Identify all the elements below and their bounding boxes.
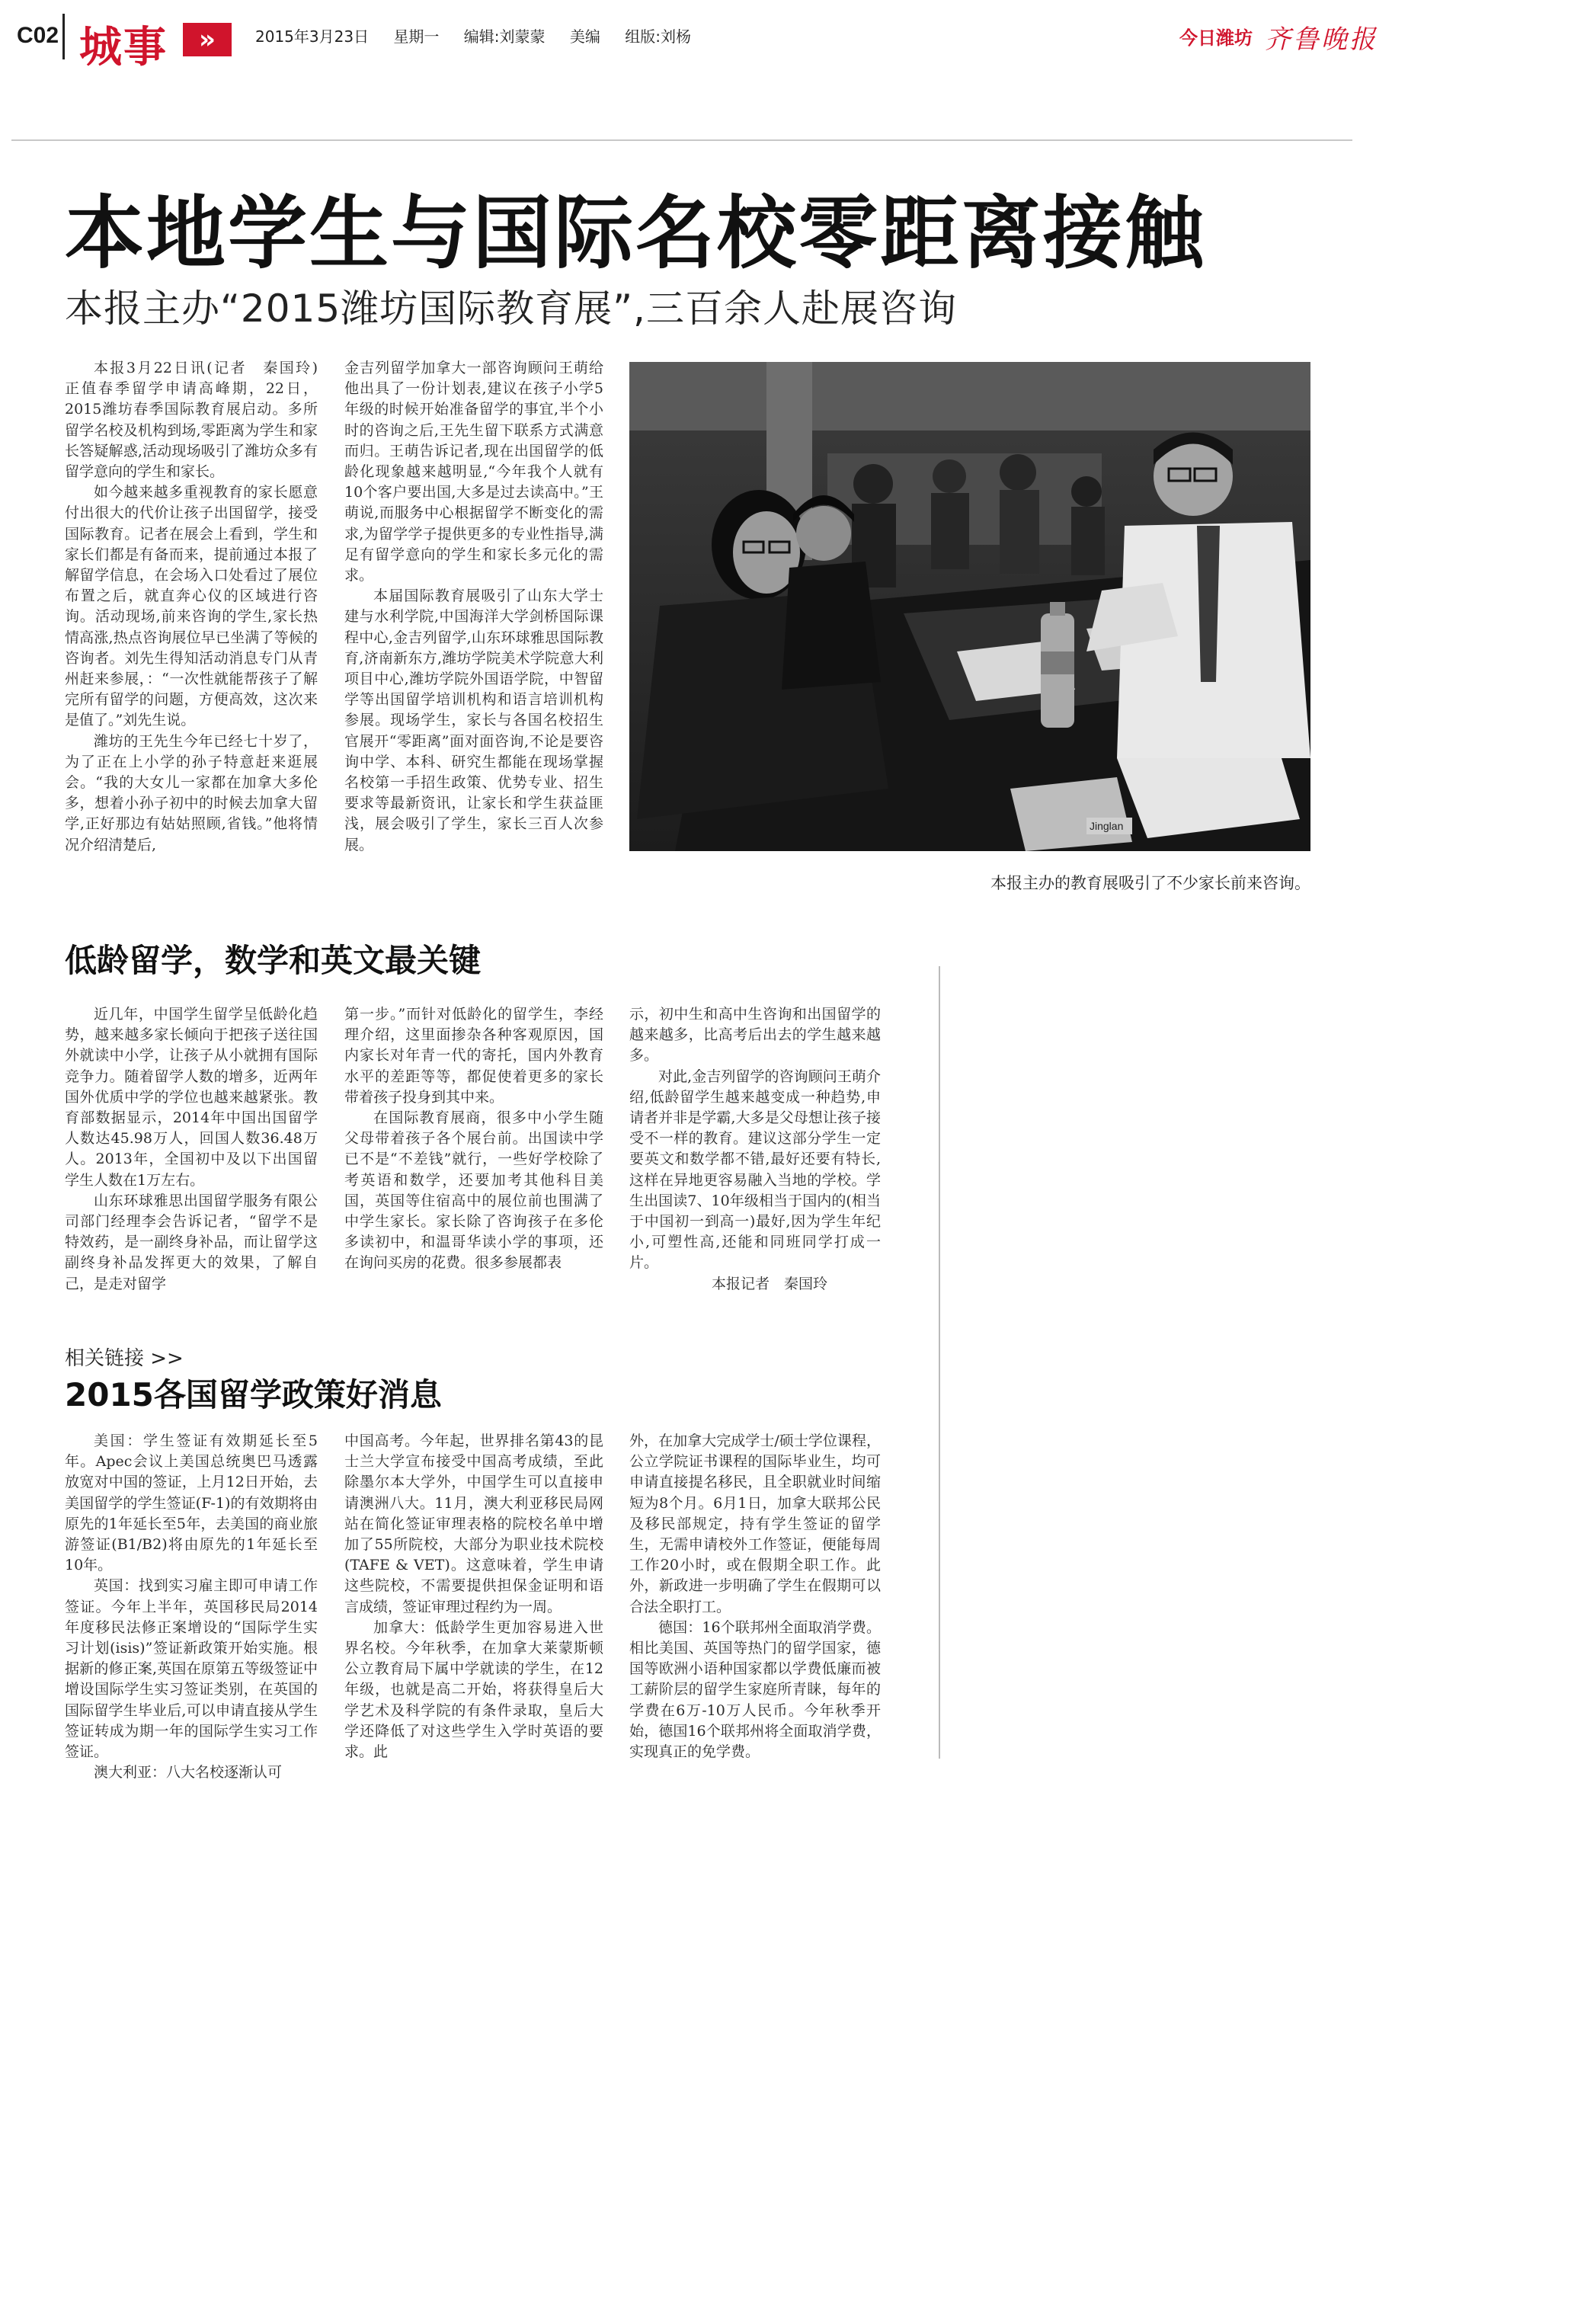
newspaper-logo: 齐鲁晚报 — [1265, 24, 1378, 55]
column-divider — [939, 966, 940, 1759]
related-links-label: 相关链接 >> — [65, 1347, 184, 1370]
editor-credit: 编辑:刘蒙蒙 — [463, 27, 546, 46]
section2-column-1 — [65, 1004, 318, 1295]
related-title: 2015各国留学政策好消息 — [65, 1376, 442, 1413]
section2-paragraph: 对此,金吉列留学的咨询顾问王萌介绍,低龄留学生越来越变成一种趋势,申请者并非是学霸,大多是父母想让孩子接受不一样的教育。建议这部分学生一定要英文和数学都不错,最好还要有特长,这样在异地更容易融入当地的学校。学生出国读7、10年级相当于国内的(相当于中国初一到高一)最好,因为学生年纪小,可塑性高,还能和同班同学打成一片。 — [629, 1068, 881, 1272]
design-credit: 美编 — [569, 27, 600, 46]
section-arrow-icon: » — [183, 23, 232, 56]
section2-paragraph: 山东环球雅思出国留学服务有限公司部门经理李会告诉记者，“留学不是特效药，是一副终身补品，而让留学这副终身补品发挥更大的效果，了解自己，是走对留学 — [65, 1192, 318, 1292]
issue-date: 2015年3月23日 — [255, 27, 370, 46]
section2-column-3 — [629, 1004, 881, 1295]
section2-column-2 — [344, 1004, 603, 1274]
section2-paragraph: 近几年，中国学生留学呈低龄化趋势，越来越多家长倾向于把孩子送往国外就读中小学，让孩子从小就拥有国际竞争力。随着留学人数的增多，近两年国外优质中学的学位也越来越紧张。教育部数据显示，2014年中国出国留学人数达45.98万人，回国人数36.48万人。2013年，全国初中及以下出国留学生人数在1万左右。 — [65, 1006, 318, 1189]
page-number: C02 — [17, 23, 59, 48]
brand-local: 今日潍坊 — [1179, 27, 1253, 49]
bottle-brand-text: Jinglan — [1090, 820, 1124, 832]
event-photo — [629, 362, 1310, 851]
section2-title: 低龄留学，数学和英文最关键 — [65, 942, 482, 979]
header-meta — [255, 24, 711, 46]
related-column-2 — [344, 1431, 603, 1762]
photo-caption: 本报主办的教育展吸引了不少家长前来咨询。 — [990, 874, 1310, 892]
issue-weekday: 星期一 — [393, 27, 440, 46]
related-column-3 — [629, 1431, 881, 1762]
section2-signature: 本报记者 秦国玲 — [711, 1275, 827, 1292]
header-divider — [62, 14, 65, 59]
related-column-1 — [65, 1431, 318, 1783]
article-paragraph: 如今越来越多重视教育的家长愿意付出很大的代价让孩子出国留学，接受国际教育。记者在展会上看到，学生和家长们都是有备而来，提前通过本报了解留学信息，在会场入口处看过了展位布置之后，就直奔心仪的区域进行咨询。活动现场,前来咨询的学生,家长热情高涨,热点咨询展位早已坐满了等候的咨询者。刘先生得知活动消息专门从青州赶来参展，：“一次性就能帮孩子了解完所有留学的问题，方便高效，这次来是值了。”刘先生说。 — [65, 484, 318, 729]
related-paragraph: 美国：学生签证有效期延长至5年。Apec会议上美国总统奥巴马透露放宽对中国的签证，上月12日开始，去美国留学的学生签证(F-1)的有效期将由原先的1年延长至5年，去美国的商业旅游签证(B1/B2)将由原先的1年延长至10年。 — [65, 1432, 318, 1574]
article-headline: 本地学生与国际名校零距离接触 — [65, 187, 1207, 280]
article-column-2 — [344, 358, 603, 856]
related-paragraph: 外，在加拿大完成学士/硕士学位课程，公立学院证书课程的国际毕业生，均可申请直接提名移民，且全职就业时间缩短为8个月。6月1日，加拿大联邦公民及移民部规定，持有学生签证的留学生，无需申请校外工作签证，便能每周工作20小时，或在假期全职工作。此外，新政进一步明确了学生在假期可以合法全职打工。 — [629, 1432, 881, 1615]
section2-paragraph: 示，初中生和高中生咨询和出国留学的越来越多，比高考后出去的学生越来越多。 — [629, 1006, 881, 1064]
section-name: 城事 — [79, 22, 168, 72]
related-paragraph: 澳大利亚：八大名校逐渐认可 — [94, 1764, 283, 1781]
layout-credit: 组版:刘杨 — [625, 27, 692, 46]
section2-paragraph: 第一步。”而针对低龄化的留学生，李经理介绍，这里面掺杂各种客观原因，国内家长对年青一代的寄托，国内外教育水平的差距等等，都促使着更多的家长带着孩子投身到其中来。 — [344, 1006, 603, 1106]
event-photo-drawing — [629, 362, 1310, 851]
related-paragraph: 德国：16个联邦州全面取消学费。相比美国、英国等热门的留学国家，德国等欧洲小语种国家都以学费低廉而被工薪阶层的留学生家庭所青睐，每年的学费在6万-10万人民币。今年秋季开始，德国16个联邦州将全面取消学费，实现真正的免学费。 — [629, 1618, 881, 1761]
article-paragraph: 本届国际教育展吸引了山东大学士建与水利学院,中国海洋大学剑桥国际课程中心,金吉列留学,山东环球雅思国际教育,济南新东方,潍坊学院美术学院意大利项目中心,潍坊学院外国语学院，中智留学等出国留学培训机构和语言培训机构参展。现场学生，家长与各国名校招生官展开“零距离”面对面咨询,不论是要咨询中学、本科、研究生都能在现场掌握名校第一手招生政策、优势专业、招生要求等最新资讯，让家长和学生获益匪浅，展会吸引了学生，家长三百人次参展。 — [344, 587, 603, 853]
article-paragraph: 潍坊的王先生今年已经七十岁了，为了正在上小学的孙子特意赶来逛展会。“我的大女儿一家都在加拿大多伦多，想着小孙子初中的时候去加拿大留学,正好那边有姑姑照顾,省钱。”他将情况介绍清楚后, — [65, 732, 318, 853]
article-subheadline: 本报主办“2015潍坊国际教育展”,三百余人赴展咨询 — [65, 286, 957, 331]
article-paragraph: 金吉列留学加拿大一部咨询顾问王萌给他出具了一份计划表,建议在孩子小学5年级的时候开始准备留学的事宜,半个小时的咨询之后,王先生留下联系方式满意而归。王萌告诉记者,现在出国留学的低龄化现象越来越明显,“今年我个人就有10个客户要出国,大多是过去读高中。”王萌说,而服务中心根据留学不断变化的需求,为留学学子提供更多的专业性指导,满足有留学意向的学生和家长多元化的需求。 — [344, 360, 603, 584]
article-paragraph: 本报3月22日讯(记者 秦国玲) 正值春季留学申请高峰期，22日，2015潍坊春季国际教育展启动。多所留学名校及机构到场,零距离为学生和家长答疑解惑,活动现场吸引了潍坊众多有留学意向的学生和家长。 — [65, 360, 333, 481]
related-paragraph: 中国高考。今年起，世界排名第43的昆士兰大学宣布接受中国高考成绩，至此除墨尔本大学外，中国学生可以直接申请澳洲八大。11月，澳大利亚移民局网站在简化签证审理表格的院校名单中增加了55所院校，大部分为职业技术院校(TAFE & VET)。这意味着，学生申请这些院校，不需要提供担保金证明和语言成绩，签证审理过程约为一周。 — [344, 1432, 603, 1615]
related-paragraph: 英国：找到实习雇主即可申请工作签证。今年上半年，英国移民局2014年度移民法修正案增设的“国际学生实习计划(isis)”签证新政策开始实施。根据新的修正案,英国在原第五等级签证中增设国际学生实习签证类别，在英国的国际留学生毕业后,可以申请直接从学生签证转成为期一年的国际学生实习工作签证。 — [65, 1577, 318, 1761]
header-rule — [11, 139, 1352, 141]
article-column-1 — [65, 358, 333, 856]
related-paragraph: 加拿大：低龄学生更加容易进入世界名校。今年秋季，在加拿大莱蒙斯顿公立教育局下属中学就读的学生，在12年级，也就是高二开始，将获得皇后大学艺术及科学院的有条件录取，皇后大学还降低了对这些学生入学时英语的要求。此 — [344, 1618, 603, 1761]
section2-paragraph: 在国际教育展商，很多中小学生随父母带着孩子各个展台前。出国读中学已不是“不差钱”就行，一些好学校除了考英语和数学，还要加考其他科目美国，英国等住宿高中的展位前也围满了中学生家长。家长除了咨询孩子在多伦多读初中，和温哥华读小学的事项，还在询问买房的花费。很多参展都表 — [344, 1109, 603, 1272]
